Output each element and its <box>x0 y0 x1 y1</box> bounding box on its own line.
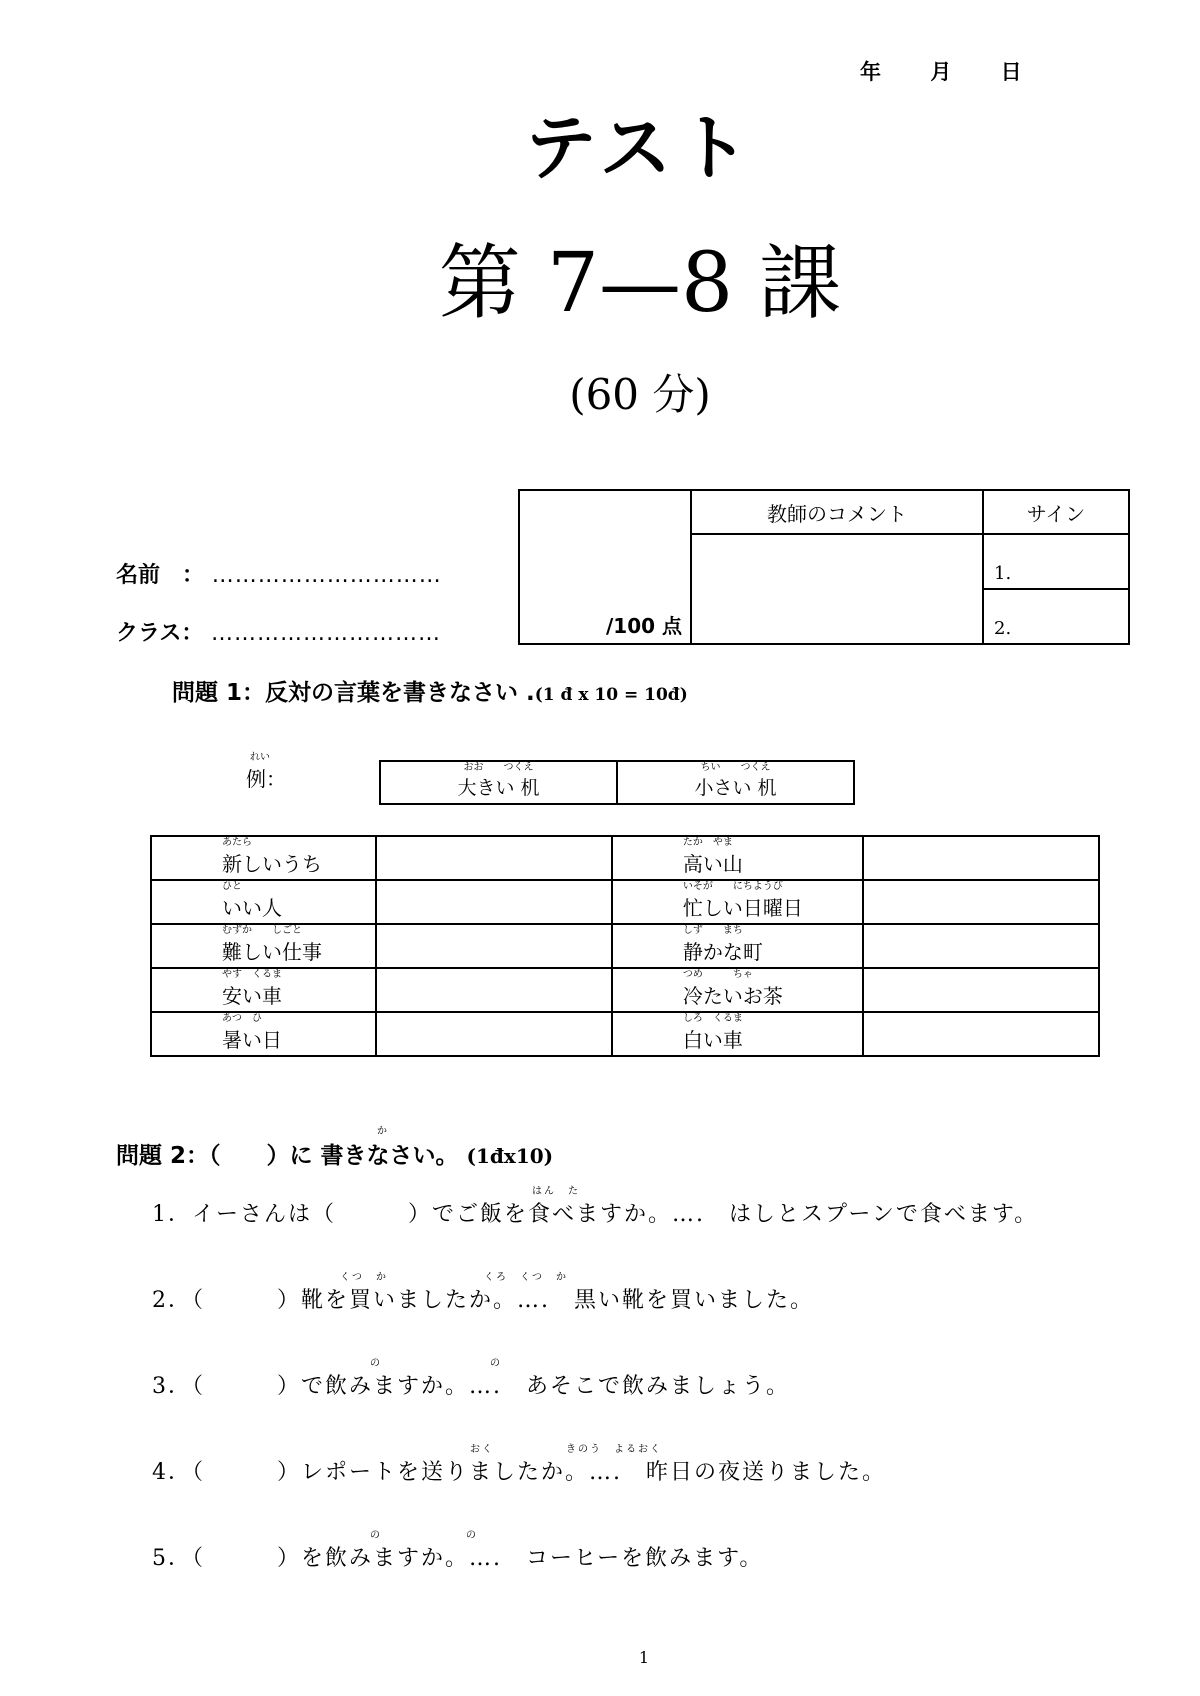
sentence-5 <box>152 1530 763 1572</box>
sentence-3 <box>152 1358 790 1400</box>
table-row <box>151 836 1099 880</box>
vocab-word <box>612 1012 863 1056</box>
answer-cell[interactable] <box>376 880 612 924</box>
vocab-ruby: つめ ちゃ <box>682 969 753 980</box>
vocab-text: 静かな町 <box>682 940 763 964</box>
vocab-word <box>612 968 863 1012</box>
answer-cell[interactable] <box>863 924 1099 968</box>
question-2-ruby: か <box>377 1126 387 1137</box>
month-label: 月 <box>930 60 952 84</box>
example-left-cell <box>380 761 617 804</box>
question-2-text: 問題 2：（ ）に 書きなさい。 <box>116 1143 459 1169</box>
vocab-text: 新しいうち <box>222 852 322 876</box>
sentence-1 <box>152 1186 1038 1228</box>
vocab-text: 忙しい日曜日 <box>682 896 803 920</box>
vocab-word <box>151 968 376 1012</box>
date-fields <box>860 56 1064 86</box>
vocab-word <box>151 924 376 968</box>
vocab-word <box>612 836 863 880</box>
vocab-text: いい人 <box>222 896 282 920</box>
sign-header: サイン <box>983 490 1129 534</box>
test-title: テスト <box>524 106 756 190</box>
answer-cell[interactable] <box>863 1012 1099 1056</box>
answer-cell[interactable] <box>863 880 1099 924</box>
year-label: 年 <box>860 60 881 84</box>
comment-header: 教師のコメント <box>691 490 983 534</box>
grade-table <box>518 489 1130 645</box>
vocab-word <box>151 880 376 924</box>
example-right-ruby: ちい つくえ <box>700 762 771 773</box>
vocabulary-table <box>150 835 1100 1057</box>
class-label: クラス： <box>116 621 204 646</box>
vocab-word <box>612 924 863 968</box>
vocab-word <box>151 1012 376 1056</box>
question-1-text: 問題 1：反対の言葉を書きなさい . <box>172 680 535 706</box>
answer-cell[interactable] <box>376 836 612 880</box>
table-row <box>151 880 1099 924</box>
duration: (60 分) <box>569 370 711 419</box>
name-field[interactable] <box>116 558 442 589</box>
question-2-title <box>116 1126 553 1170</box>
vocab-ruby: しず まち <box>682 925 743 936</box>
vocab-ruby: あたら <box>222 837 252 848</box>
vocab-text: 白い車 <box>682 1028 743 1052</box>
example-label-text: 例： <box>246 767 286 791</box>
lesson-title: 第 7—8 課 <box>438 236 842 331</box>
sign-1-label: 1. <box>994 563 1012 584</box>
answer-cell[interactable] <box>376 1012 612 1056</box>
class-field[interactable] <box>116 616 441 647</box>
example-ruby: れい <box>250 752 270 763</box>
vocab-word <box>151 836 376 880</box>
sign-2-cell[interactable] <box>983 589 1129 644</box>
sentence-ruby: の の <box>370 1530 478 1541</box>
vocab-ruby: しろ くるま <box>682 1013 743 1024</box>
vocab-text: 難しい仕事 <box>222 940 322 964</box>
sentence-4 <box>152 1444 886 1486</box>
name-label: 名前 ： <box>116 563 205 588</box>
sign-2-label: 2. <box>994 618 1012 639</box>
sentence-ruby: くつ か くろ くつ か <box>340 1272 568 1283</box>
score-label: /100 点 <box>605 614 682 638</box>
example-table <box>379 760 855 805</box>
vocab-ruby: あつ ひ <box>222 1013 262 1024</box>
question-1-title <box>172 674 688 707</box>
vocab-ruby: たか やま <box>682 837 733 848</box>
example-right-cell <box>617 761 854 804</box>
answer-cell[interactable] <box>863 968 1099 1012</box>
vocab-ruby: やす くるま <box>222 969 282 980</box>
vocab-ruby: ひと <box>222 881 242 892</box>
sentence-text: 5．（ ）を飲みますか。…. コーヒーを飲みます。 <box>152 1546 764 1571</box>
score-cell[interactable] <box>519 490 691 644</box>
question-1-points: (1 đ x 10 = 10đ) <box>534 685 688 705</box>
vocab-word <box>612 880 863 924</box>
sentence-text: 2．（ ）靴を買いましたか。…. 黒い靴を買いました。 <box>152 1288 814 1313</box>
answer-cell[interactable] <box>376 968 612 1012</box>
example-right-text: 小さい 机 <box>694 777 777 799</box>
table-row <box>151 968 1099 1012</box>
table-row <box>151 1012 1099 1056</box>
vocab-text: 高い山 <box>682 852 743 876</box>
vocab-text: 暑い日 <box>222 1028 282 1052</box>
sentence-ruby: はん た <box>532 1186 580 1197</box>
sentence-text: 1．イーさんは（ ）でご飯を食べますか。…. はしとスプーンで食べます。 <box>152 1202 1039 1227</box>
name-dots: ………………………… <box>211 563 442 588</box>
answer-cell[interactable] <box>863 836 1099 880</box>
sentence-text: 4．（ ）レポートを送りましたか。…. 昨日の夜送りました。 <box>152 1460 886 1485</box>
comment-cell[interactable] <box>691 534 983 644</box>
page-number: 1 <box>638 1648 650 1667</box>
example-label <box>246 752 286 792</box>
sentence-text: 3．（ ）で飲みますか。…. あそこで飲みましょう。 <box>152 1374 790 1399</box>
vocab-ruby: むずか しごと <box>222 925 302 936</box>
example-left-ruby: おお つくえ <box>463 762 534 773</box>
vocab-text: 冷たいお茶 <box>682 984 783 1008</box>
answer-cell[interactable] <box>376 924 612 968</box>
sign-1-cell[interactable] <box>983 534 1129 589</box>
table-row <box>151 924 1099 968</box>
vocab-text: 安い車 <box>222 984 282 1008</box>
sentence-ruby: おく きのう よるおく <box>470 1444 662 1455</box>
day-label: 日 <box>1000 60 1022 84</box>
sentence-2 <box>152 1272 814 1314</box>
sentence-ruby: の の <box>370 1358 502 1369</box>
question-2-points: (1đx10) <box>466 1144 554 1168</box>
vocab-ruby: いそが にちようび <box>682 881 783 892</box>
class-dots: ………………………… <box>211 621 442 646</box>
example-left-text: 大きい 机 <box>457 777 540 799</box>
